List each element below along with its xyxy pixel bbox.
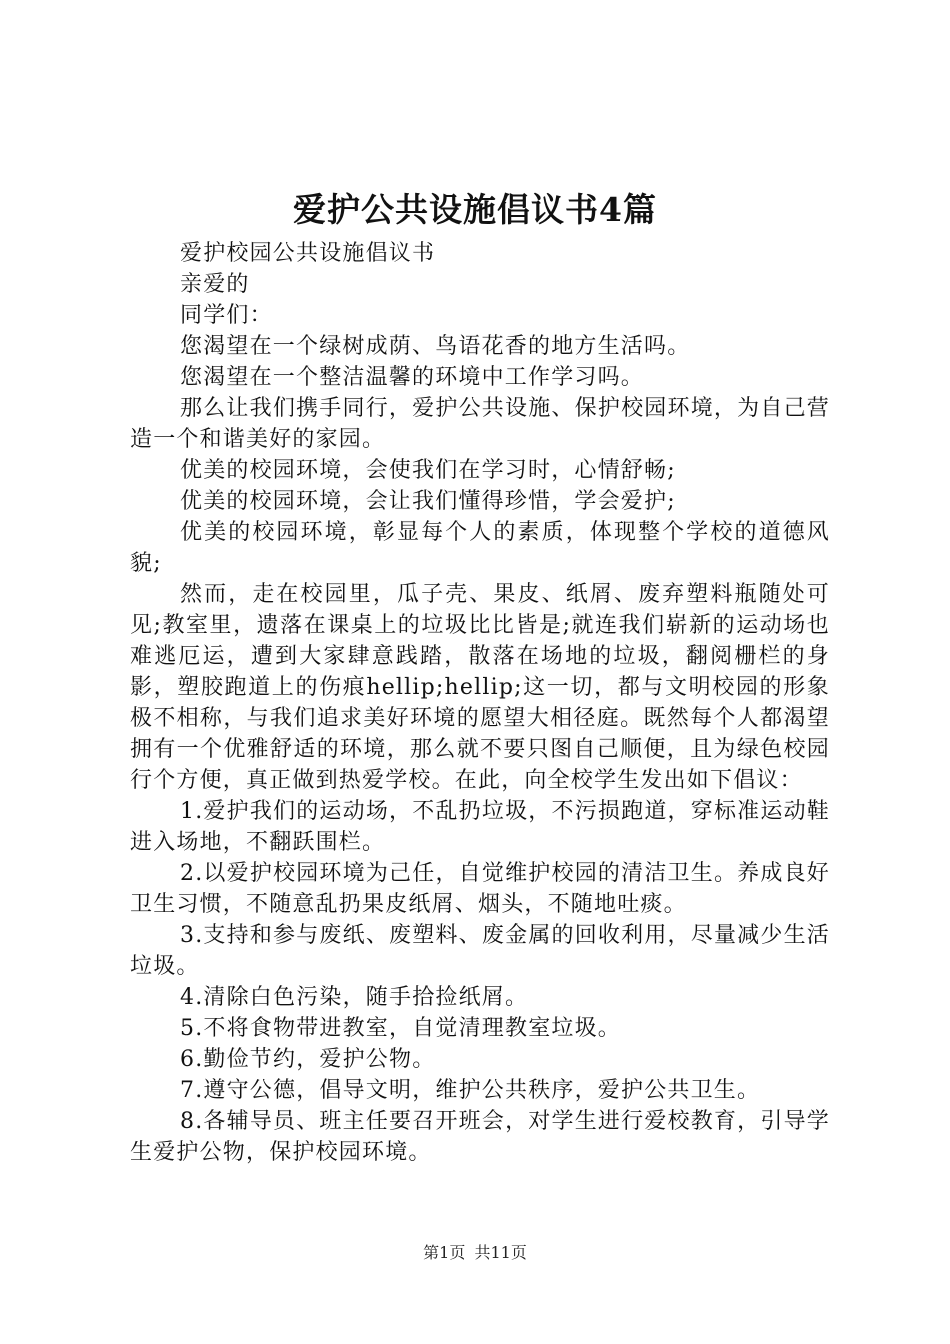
paragraph: 您渴望在一个整洁温馨的环境中工作学习吗。: [180, 365, 645, 390]
list-item: 6.勤俭节约，爱护公物。: [180, 1047, 436, 1072]
paragraph: 您渴望在一个绿树成荫、鸟语花香的地方生活吗。: [180, 334, 691, 359]
document-title: 爱护公共设施倡议书4篇: [293, 190, 657, 229]
list-item: 7.遵守公德，倡导文明，维护公共秩序，爱护公共卫生。: [180, 1078, 761, 1103]
paragraph: 那么让我们携手同行，爱护公共设施、保护校园环境，为自己营造一个和谐美好的家园。: [130, 396, 830, 452]
paragraph: 优美的校园环境，会让我们懂得珍惜，学会爱护;: [180, 489, 676, 514]
paragraph: 优美的校园环境，彰显每个人的素质，体现整个学校的道德风貌;: [130, 520, 830, 576]
list-item: 2.以爱护校园环境为己任，自觉维护校园的清洁卫生。养成良好卫生习惯，不随意乱扔果皮纸屑、烟头，不随地吐痰。: [130, 861, 830, 917]
paragraph: 然而，走在校园里，瓜子壳、果皮、纸屑、废弃塑料瓶随处可见;教室里，遗落在课桌上的垃圾比比皆是;就连我们崭新的运动场也难逃厄运，遭到大家肆意践踏，散落在场地的垃圾，翻阅栅栏的身影，塑胶跑道上的伤痕hellip;hellip;这一切，都与文明校园的形象极不相称，与我们追求美好环境的愿望大相径庭。既然每个人都渴望拥有一个优雅舒适的环境，那么就不要只图自己顺便，且为绿色校园行个方便，真正做到热爱学校。在此，向全校学生发出如下倡议：: [130, 582, 830, 793]
page-footer: [0, 1241, 950, 1265]
list-item: 3.支持和参与废纸、废塑料、废金属的回收利用，尽量减少生活垃圾。: [130, 923, 830, 979]
paragraph: 亲爱的: [180, 272, 250, 297]
paragraph: 同学们：: [180, 303, 273, 328]
page-number: 第1页: [423, 1243, 466, 1262]
page-total: 共11页: [474, 1243, 527, 1262]
document-body: [130, 238, 830, 1168]
paragraph: 爱护校园公共设施倡议书: [180, 241, 436, 266]
list-item: 8.各辅导员、班主任要召开班会，对学生进行爱校教育，引导学生爱护公物，保护校园环境。: [130, 1109, 830, 1165]
list-item: 5.不将食物带进教室，自觉清理教室垃圾。: [180, 1016, 621, 1041]
paragraph: 优美的校园环境，会使我们在学习时，心情舒畅;: [180, 458, 676, 483]
list-item: 1.爱护我们的运动场，不乱扔垃圾，不污损跑道，穿标准运动鞋进入场地，不翻跃围栏。: [130, 799, 830, 855]
list-item: 4.清除白色污染，随手拾捡纸屑。: [180, 985, 529, 1010]
